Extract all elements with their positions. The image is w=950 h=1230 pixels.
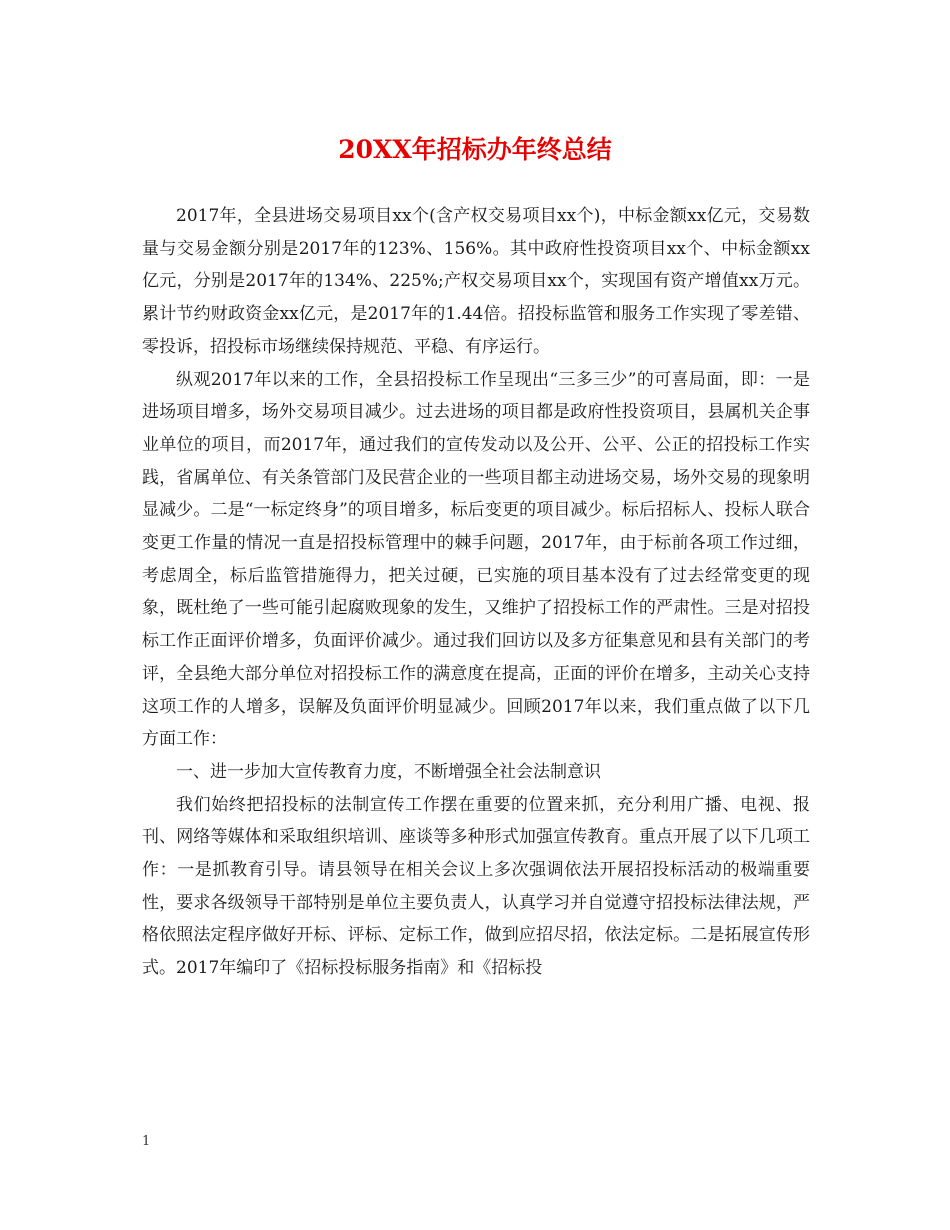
document-title: 20XX年招标办年终总结 <box>338 135 612 164</box>
section-heading-1: 一、进一步加大宣传教育力度，不断增强全社会法制意识 <box>176 761 601 782</box>
page-number: 1 <box>142 1134 151 1149</box>
paragraph-2: 纵观2017年以来的工作，全县招投标工作呈现出“三多三少”的可喜局面，即：一是进场项目增多，场外交易项目减少。过去进场的项目都是政府性投资项目，县属机关企事业单位的项目，而2017年，通过我们的宣传发动以及公开、公平、公正的招投标工作实践，省属单位、有关条管部门及民营企业的一些项目都主动进场交易，场外交易的现象明显减少。二是“一标定终身”的项目增多，标后变更的项目减少。标后招标人、投标人联合变更工作量的情况一直是招投标管理中的棘手问题，2017年，由于标前各项工作过细，考虑周全，标后监管措施得力，把关过硬，已实施的项目基本没有了过去经常变更的现象，既杜绝了一些可能引起腐败现象的发生，又维护了招投标工作的严肃性。三是对招投标工作正面评价增多，负面评价减少。通过我们回访以及多方征集意见和县有关部门的考评，全县绝大部分单位对招投标工作的满意度在提高，正面的评价在增多，主动关心支持这项工作的人增多，误解及负面评价明显减少。回顾2017年以来，我们重点做了以下几方面工作： <box>142 369 810 750</box>
document-body <box>142 200 810 985</box>
paragraph-3: 我们始终把招投标的法制宣传工作摆在重要的位置来抓，充分利用广播、电视、报刊、网络等媒体和采取组织培训、座谈等多种形式加强宣传教育。重点开展了以下几项工作：一是抓教育引导。请县领导在相关会议上多次强调依法开展招投标活动的极端重要性，要求各级领导干部特别是单位主要负责人，认真学习并自觉遵守招投标法律法规，严格依照法定程序做好开标、评标、定标工作，做到应招尽招，依法定标。二是拓展宣传形式。2017年编印了《招标投标服务指南》和《招标投 <box>142 794 810 979</box>
paragraph-1: 2017年，全县进场交易项目xx个(含产权交易项目xx个)，中标金额xx亿元，交易数量与交易金额分别是2017年的123%、156%。其中政府性投资项目xx个、中标金额xx亿元，分别是2017年的134%、225%;产权交易项目xx个，实现国有资产增值xx万元。累计节约财政资金xx亿元，是2017年的1.44倍。招投标监管和服务工作实现了零差错、零投诉，招投标市场继续保持规范、平稳、有序运行。 <box>142 206 810 357</box>
